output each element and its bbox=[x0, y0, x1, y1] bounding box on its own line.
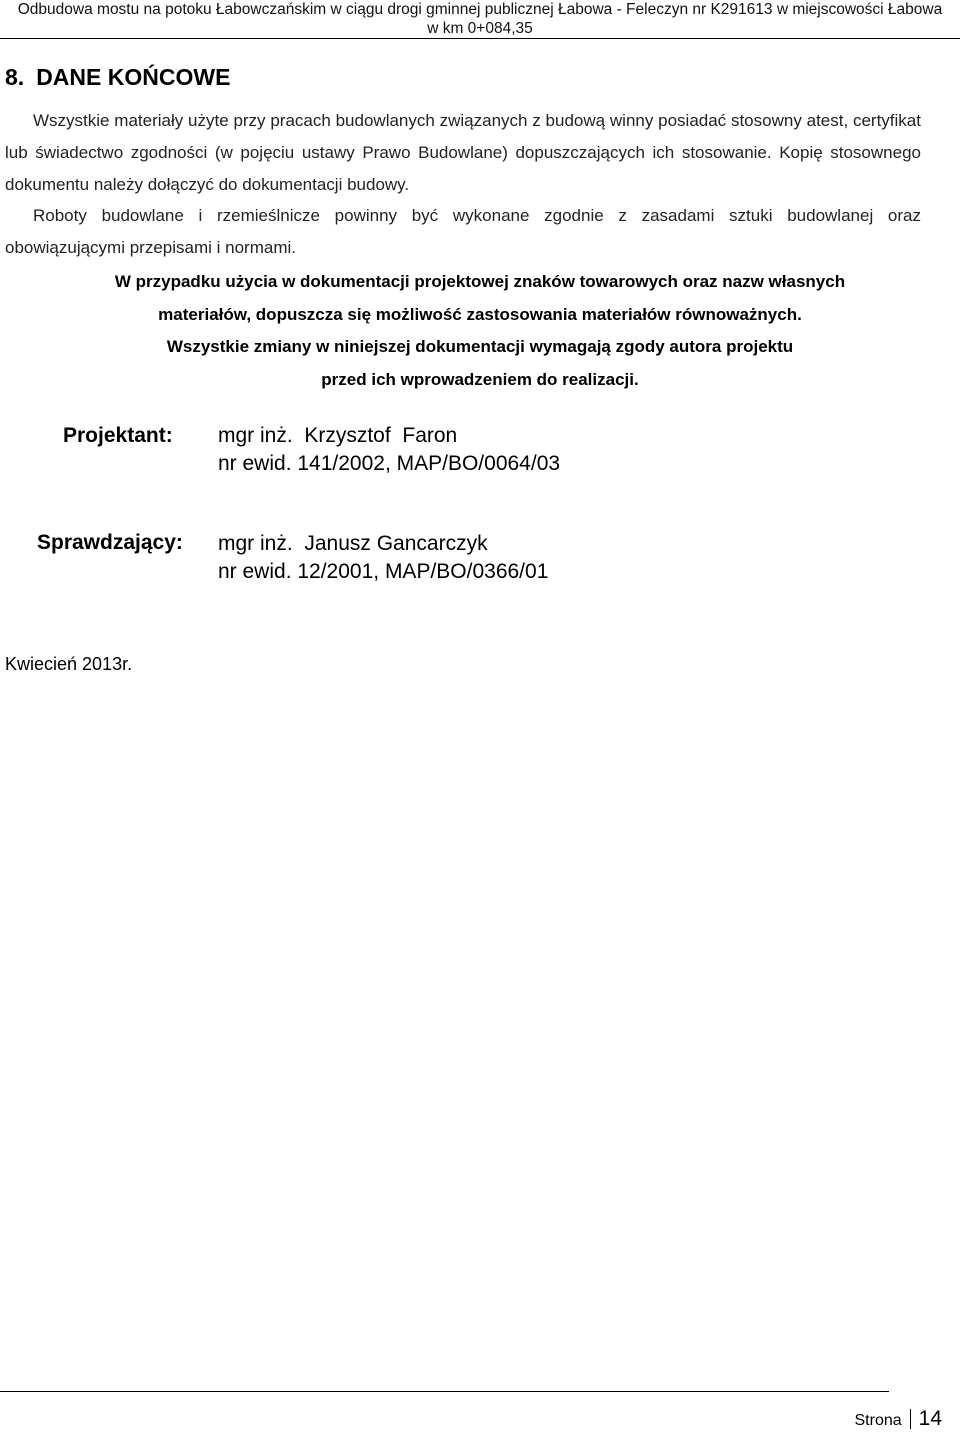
section-heading bbox=[5, 64, 230, 91]
section-title: DANE KOŃCOWE bbox=[36, 64, 231, 90]
page-separator bbox=[910, 1409, 911, 1429]
paragraph-materials: Wszystkie materiały użyte przy pracach budowlanych związanych z budową winny posiadać stosowny atest, certyfikat lub świadectwo zgodności (w pojęciu ustawy Prawo Budowlane) dopuszczających ich stosowanie. Kopię stosownego dokumentu należy dołączyć do dokumentacji budowy. bbox=[5, 111, 921, 194]
section-number: 8. bbox=[5, 64, 25, 90]
note-trademarks bbox=[0, 265, 960, 331]
header-title-line1: Odbudowa mostu na potoku Łabowczańskim w ciągu drogi gminnej publicznej Łabowa - Feleczyn nr K291613 w miejscowości Łabowa bbox=[17, 1, 943, 18]
page-number: 14 bbox=[918, 1407, 942, 1430]
page-header bbox=[0, 0, 960, 38]
note-changes bbox=[0, 330, 960, 396]
note-changes-line2: przed ich wprowadzeniem do realizacji. bbox=[321, 370, 639, 389]
document-date: Kwiecień 2013r. bbox=[5, 654, 133, 674]
designer-label: Projektant: bbox=[63, 424, 173, 447]
paragraph-works: Roboty budowlane i rzemieślnicze powinny być wykonane zgodnie z zasadami sztuki budowlanej oraz obowiązującymi przepisami i normami. bbox=[5, 206, 921, 257]
page-footer bbox=[855, 1407, 943, 1431]
designer-license: nr ewid. 141/2002, MAP/BO/0064/03 bbox=[218, 452, 561, 475]
header-divider bbox=[0, 38, 960, 39]
checker-label: Sprawdzający: bbox=[37, 531, 183, 554]
note-trademarks-line2: materiałów, dopuszcza się możliwość zastosowania materiałów równoważnych. bbox=[158, 305, 802, 324]
header-title-line2: w km 0+084,35 bbox=[427, 20, 533, 37]
note-trademarks-line1: W przypadku użycia w dokumentacji projektowej znaków towarowych oraz nazw własnych bbox=[114, 272, 846, 291]
footer-divider bbox=[0, 1391, 889, 1392]
page-label: Strona bbox=[854, 1412, 902, 1429]
designer-name: mgr inż. Krzysztof Faron bbox=[218, 424, 458, 447]
note-changes-line1: Wszystkie zmiany w niniejszej dokumentacji wymagają zgody autora projektu bbox=[166, 337, 794, 356]
designer-details bbox=[218, 422, 560, 478]
checker-license: nr ewid. 12/2001, MAP/BO/0366/01 bbox=[218, 560, 549, 583]
checker-name: mgr inż. Janusz Gancarczyk bbox=[218, 532, 488, 555]
checker-details bbox=[218, 530, 548, 586]
